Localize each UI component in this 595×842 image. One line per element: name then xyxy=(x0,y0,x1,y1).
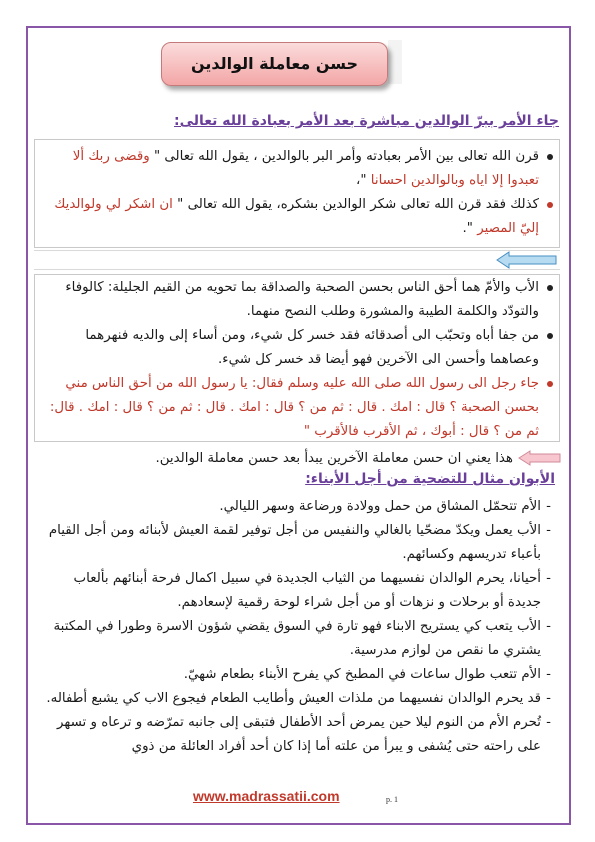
list-item-text: تُحرم الأم من النوم ليلا حين يمرض أحد الأطفال فتبقى إلى جانبه تمرّضه و ترعاه و تسهر على راحته حتى يُشفى و يبرأ من علته أما إذا كان أحد أفراد العائلة من ذوي xyxy=(57,715,541,754)
list-item-text: الأب يتعب كي يستريح الابناء فهو تارة في السوق يقضي شؤون الاسرة وطورا في المكتبة يشتري ما نقص من لوازم مدرسية. xyxy=(53,619,541,658)
bullet-icon xyxy=(547,202,553,208)
list-item-text: الأب والأمّ هما أحق الناس بحسن الصحبة والصداقة بما تحويه من القيم الجليلة: كالوفاء والتودّد والكلمة الطيبة والمشورة وطلب النصح منهما. xyxy=(65,280,539,319)
list-item-text: كذلك فقد قرن الله تعالى شكر الوالدين بشكره، يقول الله تعالى " xyxy=(172,197,539,212)
list-item-text: أحيانا، يحرم الوالدان نفسيهما من الثياب الجديدة في سبيل اكمال فرحة أبنائهم بألعاب جديدة أو برحلات و نزهات أو من أجل شراء لوحة رقمية لإسعادهم. xyxy=(73,571,541,610)
section-separator xyxy=(34,250,560,270)
dash-icon: - xyxy=(546,571,551,586)
list-item-text: قد يحرم الوالدان نفسيهما من ملذات العيش وأطايب الطعام فيجوع الاب كي يشبع أطفاله. xyxy=(46,691,541,706)
note-text: هذا يعني ان حسن معاملة الآخرين يبدأ بعد حسن معاملة الوالدين. xyxy=(155,451,513,466)
quran-quote: ان اشكر لي ولوالديك إليّ المصير xyxy=(54,197,539,236)
bullet-icon xyxy=(547,154,553,160)
hadith-quote: جاء رجل الى رسول الله صلى الله عليه وسلم فقال: يا رسول الله من أحق الناس مني بحسن الصحبة ؟ قال : امك . قال : ثم من ؟ قال : امك . قال : ثم من ؟ قال : امك . قال: ثم من ؟ قال : أبوك ، ثم الأقرب فالأقرب " xyxy=(49,376,539,439)
list-item xyxy=(40,663,557,687)
list-item-text: الأم تتعب طوال ساعات في المطبخ كي يفرح الأبناء بطعام شهيّ. xyxy=(183,667,541,682)
list-item-tail: "، xyxy=(356,173,367,188)
quran-quote: وقضى ربك ألا تعبدوا إلا اياه وبالوالدين احسانا xyxy=(72,149,539,188)
list-item-text: الأم تتحمّل المشاق من حمل وولادة ورضاعة وسهر الليالي. xyxy=(219,499,541,514)
list-item xyxy=(40,372,555,444)
list-item xyxy=(40,567,557,615)
list-item xyxy=(40,711,557,759)
dash-icon: - xyxy=(546,619,551,634)
list-item xyxy=(40,276,555,324)
list-item-tail: ". xyxy=(462,221,473,236)
list-item xyxy=(40,495,557,519)
section-1-list xyxy=(40,145,555,241)
arrow-left-icon xyxy=(496,251,558,269)
bullet-icon xyxy=(547,333,553,339)
list-item xyxy=(40,193,555,241)
bullet-icon xyxy=(547,381,553,387)
bullet-icon xyxy=(547,285,553,291)
dash-icon: - xyxy=(546,691,551,706)
section-heading-1: جاء الأمر ببرّ الوالدين مباشرة بعد الأمر بعبادة الله تعالى: xyxy=(174,113,559,129)
dash-icon: - xyxy=(546,499,551,514)
page-number: p. 1 xyxy=(386,795,398,804)
list-item xyxy=(40,145,555,193)
page-title: حسن معاملة الوالدين xyxy=(161,42,388,86)
list-item xyxy=(40,687,557,711)
section-heading-2: الأبوان مثال للتضحية من أجل الأبناء: xyxy=(305,471,555,487)
sacrifice-list xyxy=(40,495,557,759)
list-item xyxy=(40,615,557,663)
dash-icon: - xyxy=(546,715,551,730)
arrow-left-icon xyxy=(518,450,562,466)
list-item-text: قرن الله تعالى بين الأمر بعبادته وأمر البر بالوالدين ، يقول الله تعالى " xyxy=(149,149,539,164)
title-decoration xyxy=(388,40,402,84)
dash-icon: - xyxy=(546,667,551,682)
list-item xyxy=(40,324,555,372)
dash-icon: - xyxy=(546,523,551,538)
section-2-list xyxy=(40,276,555,444)
list-item-text: من جفا أباه وتحبّب الى أصدقائه فقد خسر كل شيء، ومن أساء إلى والديه فنهرهما وعصاهما وأحسن الى الآخرين فهو أيضا قد خسر كل شيء. xyxy=(85,328,539,367)
list-item xyxy=(40,519,557,567)
list-item-text: الأب يعمل ويكدّ مضحّيا بالغالي والنفيس من أجل توفير لقمة العيش لأبنائه ومن أجل القيام بأعباء تدريسهم وكسائهم. xyxy=(48,523,541,562)
website-link[interactable]: www.madrassatii.com xyxy=(193,788,340,804)
